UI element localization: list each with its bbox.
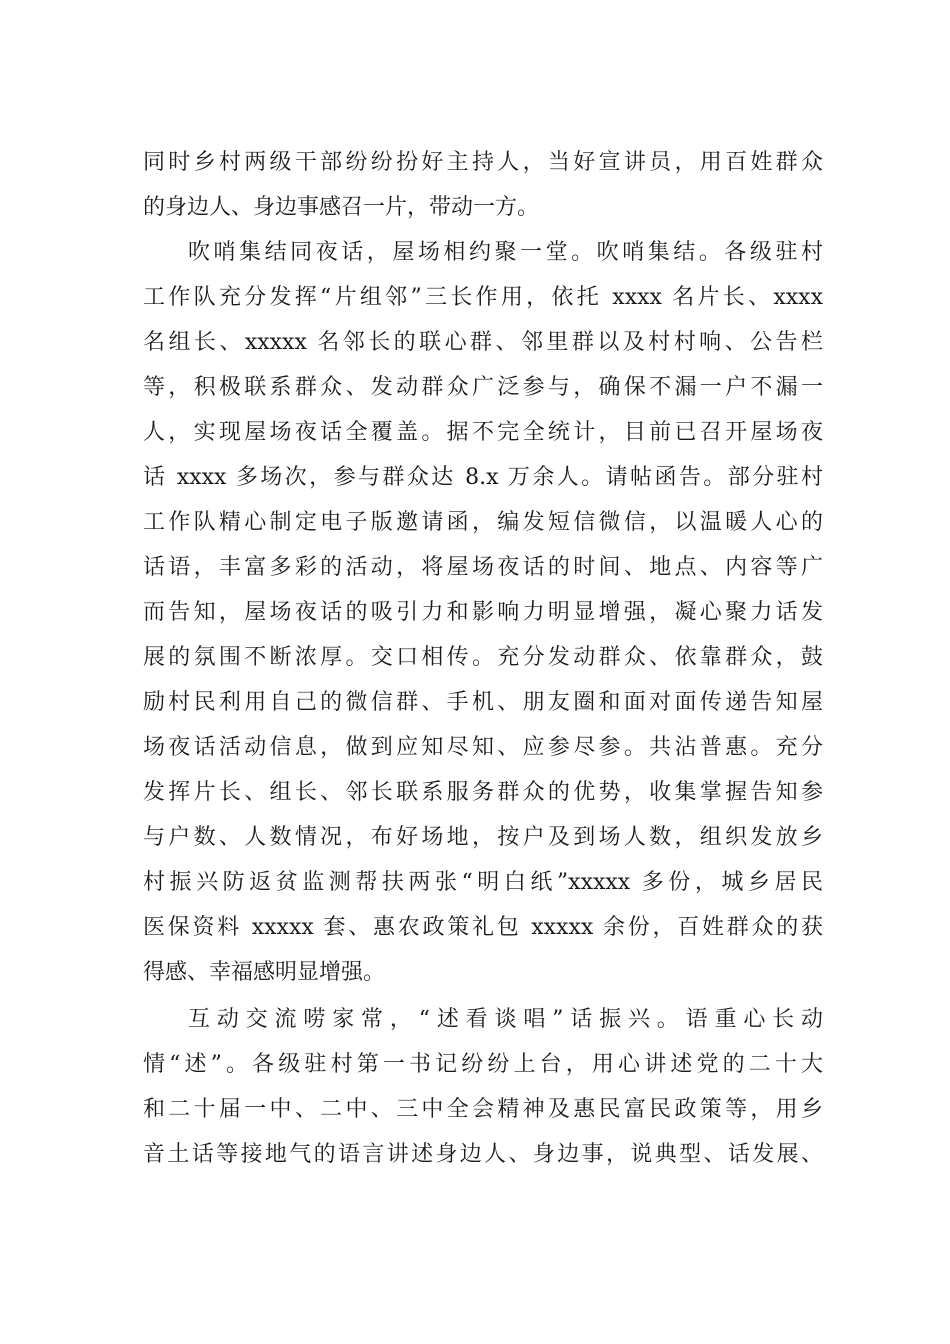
text-line: 发挥片长、组长、邻长联系服务群众的优势，收集掌握告知参: [143, 780, 823, 805]
text-line: 等，积极联系群众、发动群众广泛参与，确保不漏一户不漏一: [143, 375, 823, 400]
text-line: 工作队充分发挥“片组邻”三长作用，依托 xxxx 名片长、xxxx: [143, 285, 823, 310]
text-line: 音土话等接地气的语言讲述身边人、身边事，说典型、话发展、: [143, 1142, 823, 1167]
text-line: 场夜话活动信息，做到应知尽知、应参尽参。共沾普惠。充分: [143, 735, 823, 760]
text-line: 励村民利用自己的微信群、手机、朋友圈和面对面传递告知屋: [143, 690, 823, 715]
text-line: 人，实现屋场夜话全覆盖。据不完全统计，目前已召开屋场夜: [143, 420, 823, 445]
text-line: 话 xxxx 多场次，参与群众达 8.x 万余人。请帖函告。部分驻村: [143, 465, 823, 490]
text-line: 同时乡村两级干部纷纷扮好主持人，当好宣讲员，用百姓群众: [143, 150, 823, 175]
text-line: 名组长、xxxxx 名邻长的联心群、邻里群以及村村响、公告栏: [143, 330, 823, 355]
text-line: 村振兴防返贫监测帮扶两张“明白纸”xxxxx 多份，城乡居民: [143, 870, 823, 895]
text-line: 与户数、人数情况，布好场地，按户及到场人数，组织发放乡: [143, 825, 823, 850]
text-line: 和二十届一中、二中、三中全会精神及惠民富民政策等，用乡: [143, 1097, 823, 1122]
text-line: 情“述”。各级驻村第一书记纷纷上台，用心讲述党的二十大: [143, 1052, 823, 1077]
text-line: 话语，丰富多彩的活动，将屋场夜话的时间、地点、内容等广: [143, 555, 823, 580]
text-line: 工作队精心制定电子版邀请函，编发短信微信，以温暖人心的: [143, 510, 823, 535]
text-line: 展的氛围不断浓厚。交口相传。充分发动群众、依靠群众，鼓: [143, 645, 823, 670]
paragraph-start-line: 互动交流唠家常，“述看谈唱”话振兴。语重心长动: [188, 1007, 823, 1032]
text-line: 而告知，屋场夜话的吸引力和影响力明显增强，凝心聚力话发: [143, 600, 823, 625]
text-line: 得感、幸福感明显增强。: [143, 960, 386, 985]
text-line: 医保资料 xxxxx 套、惠农政策礼包 xxxxx 余份，百姓群众的获: [143, 915, 823, 940]
text-line: 的身边人、身边事感召一片，带动一方。: [143, 195, 540, 220]
paragraph-start-line: 吹哨集结同夜话，屋场相约聚一堂。吹哨集结。各级驻村: [188, 240, 823, 265]
